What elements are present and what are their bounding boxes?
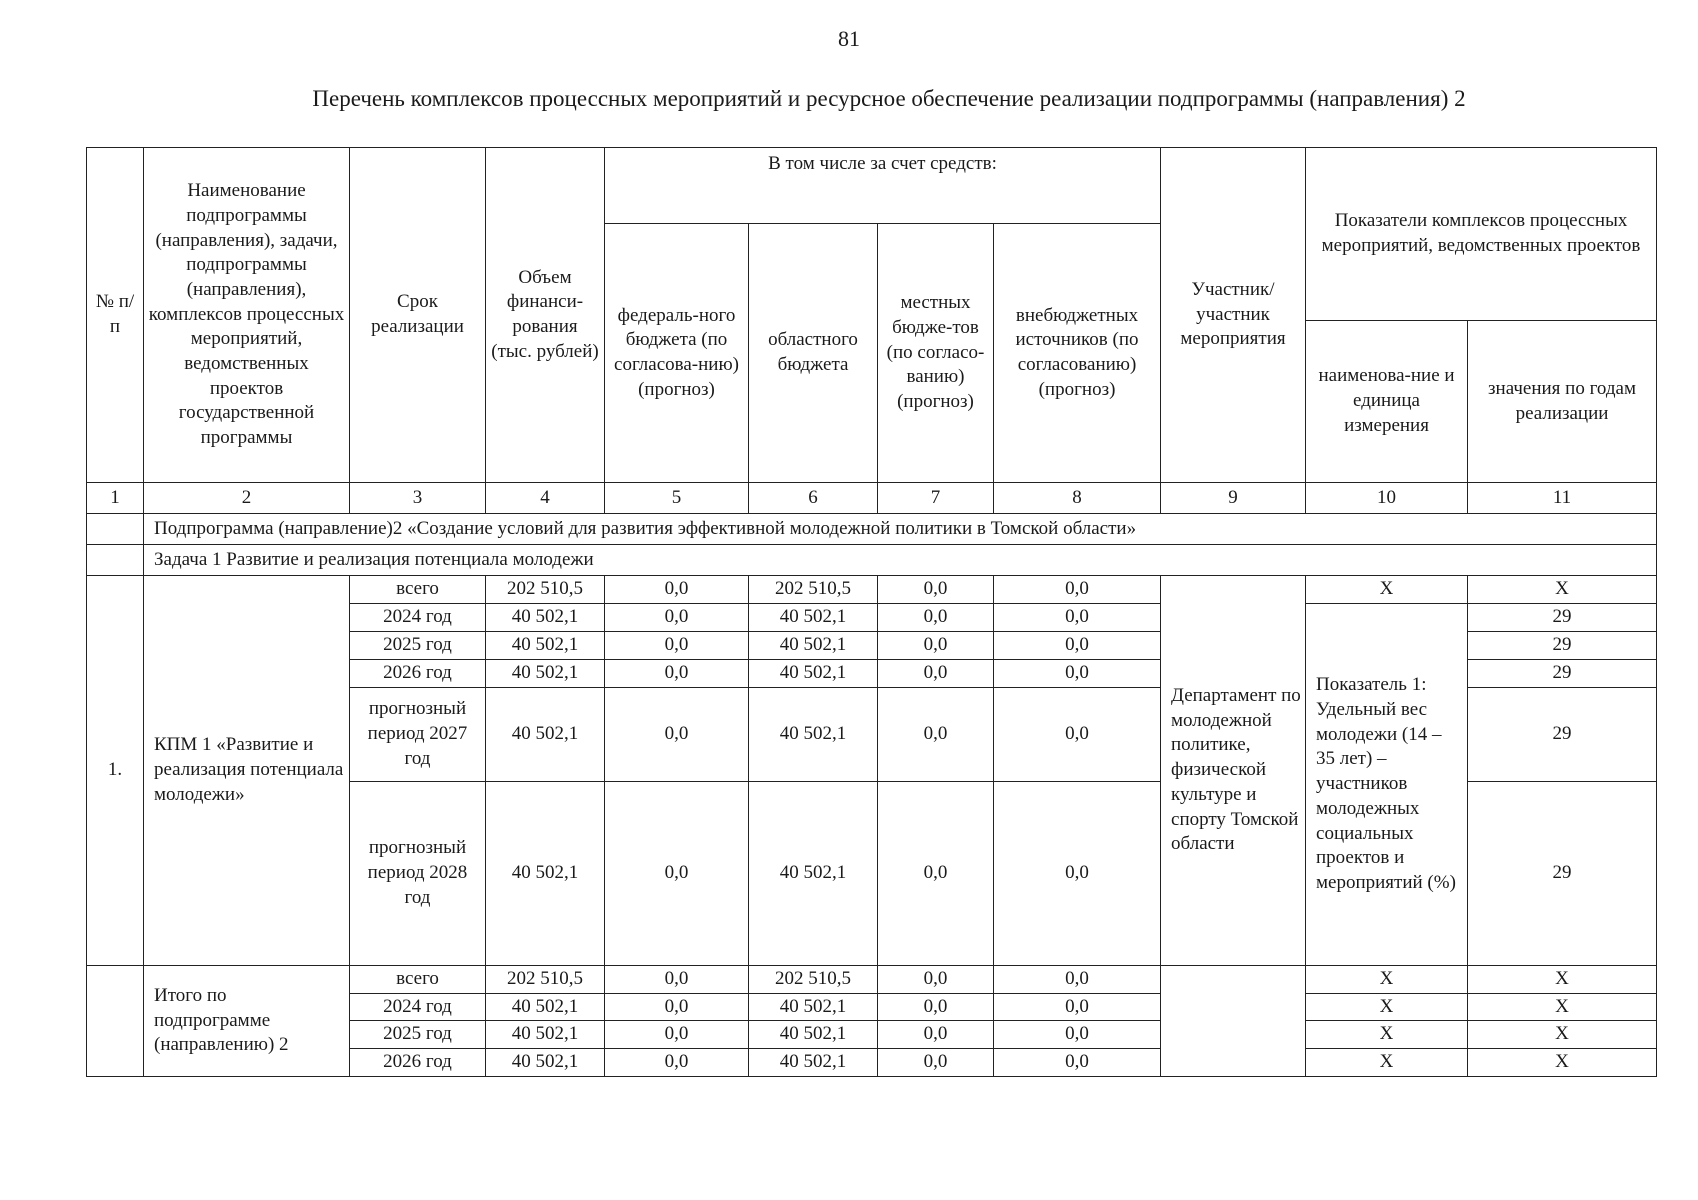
header-row xyxy=(87,148,1657,224)
period-cell: 2025 год xyxy=(350,1021,486,1049)
indicator-name-cell: X xyxy=(1306,993,1468,1021)
regional-cell: 40 502,1 xyxy=(749,632,878,660)
column-number: 7 xyxy=(878,483,994,514)
total-row xyxy=(87,966,1657,994)
regional-cell: 40 502,1 xyxy=(749,782,878,966)
header-federal: федераль-ного бюджета (по согласова-нию) (прогноз) xyxy=(605,224,749,483)
empty-cell xyxy=(87,545,144,576)
header-num: № п/п xyxy=(87,148,144,483)
local-cell: 0,0 xyxy=(878,1049,994,1077)
federal-cell: 0,0 xyxy=(605,632,749,660)
volume-cell: 40 502,1 xyxy=(486,782,605,966)
local-cell: 0,0 xyxy=(878,1021,994,1049)
extra-cell: 0,0 xyxy=(994,660,1161,688)
local-cell: 0,0 xyxy=(878,632,994,660)
page-number: 81 xyxy=(838,26,860,51)
indicator-value-cell: X xyxy=(1468,993,1657,1021)
local-cell: 0,0 xyxy=(878,993,994,1021)
column-numbers-row xyxy=(87,483,1657,514)
volume-cell: 40 502,1 xyxy=(486,993,605,1021)
header-extra: внебюджетных источников (по согласованию) (прогноз) xyxy=(994,224,1161,483)
regional-cell: 40 502,1 xyxy=(749,688,878,782)
regional-cell: 40 502,1 xyxy=(749,660,878,688)
program-table xyxy=(86,147,1657,1077)
table-row xyxy=(87,576,1657,604)
indicator-value-cell: 29 xyxy=(1468,782,1657,966)
task-title: Задача 1 Развитие и реализация потенциала молодежи xyxy=(144,545,1657,576)
federal-cell: 0,0 xyxy=(605,688,749,782)
extra-cell: 0,0 xyxy=(994,782,1161,966)
period-cell: 2026 год xyxy=(350,1049,486,1077)
period-cell: 2024 год xyxy=(350,993,486,1021)
column-number: 4 xyxy=(486,483,605,514)
task-row xyxy=(87,545,1657,576)
local-cell: 0,0 xyxy=(878,782,994,966)
empty-cell xyxy=(87,514,144,545)
extra-cell: 0,0 xyxy=(994,632,1161,660)
participant-cell: Департамент по молодежной политике, физической культуре и спорту Томской области xyxy=(1161,576,1306,966)
regional-cell: 40 502,1 xyxy=(749,993,878,1021)
indicator-value-cell: X xyxy=(1468,1021,1657,1049)
indicator-cell: Показатель 1: Удельный вес молодежи (14 – 35 лет) – участников молодежных социальных проектов и мероприятий (%) xyxy=(1306,604,1468,966)
local-cell: 0,0 xyxy=(878,660,994,688)
column-number: 1 xyxy=(87,483,144,514)
local-cell: 0,0 xyxy=(878,688,994,782)
header-name: Наименование подпрограммы (направления), задачи, подпрограммы (направления), комплексов процессных мероприятий, ведомственных проектов государственной программы xyxy=(144,148,350,483)
header-indicator-values: значения по годам реализации xyxy=(1468,321,1657,483)
volume-cell: 202 510,5 xyxy=(486,576,605,604)
column-number: 11 xyxy=(1468,483,1657,514)
kpm-number: 1. xyxy=(87,576,144,966)
federal-cell: 0,0 xyxy=(605,966,749,994)
regional-cell: 40 502,1 xyxy=(749,604,878,632)
local-cell: 0,0 xyxy=(878,604,994,632)
volume-cell: 40 502,1 xyxy=(486,604,605,632)
header-indicators-group: Показатели комплексов процессных мероприятий, ведомственных проектов xyxy=(1306,148,1657,321)
regional-cell: 202 510,5 xyxy=(749,966,878,994)
column-number: 8 xyxy=(994,483,1161,514)
indicator-value-cell: 29 xyxy=(1468,688,1657,782)
volume-cell: 40 502,1 xyxy=(486,688,605,782)
header-funds-group: В том числе за счет средств: xyxy=(605,148,1161,224)
period-cell: прогнозный период 2028 год xyxy=(350,782,486,966)
header-participant: Участник/ участник мероприятия xyxy=(1161,148,1306,483)
empty-cell xyxy=(87,966,144,1077)
regional-cell: 40 502,1 xyxy=(749,1021,878,1049)
indicator-name-cell: X xyxy=(1306,1021,1468,1049)
document-title: Перечень комплексов процессных мероприятий и ресурсное обеспечение реализации подпрограммы (направления) 2 xyxy=(312,86,1466,111)
regional-cell: 40 502,1 xyxy=(749,1049,878,1077)
kpm-name: КПМ 1 «Развитие и реализация потенциала молодежи» xyxy=(144,576,350,966)
federal-cell: 0,0 xyxy=(605,782,749,966)
extra-cell: 0,0 xyxy=(994,1049,1161,1077)
indicator-value-cell: 29 xyxy=(1468,660,1657,688)
local-cell: 0,0 xyxy=(878,966,994,994)
federal-cell: 0,0 xyxy=(605,1049,749,1077)
period-cell: 2024 год xyxy=(350,604,486,632)
period-cell: 2026 год xyxy=(350,660,486,688)
volume-cell: 40 502,1 xyxy=(486,660,605,688)
column-number: 9 xyxy=(1161,483,1306,514)
period-cell: 2025 год xyxy=(350,632,486,660)
period-cell: всего xyxy=(350,576,486,604)
header-indicator-name: наименова-ние и единица измерения xyxy=(1306,321,1468,483)
volume-cell: 40 502,1 xyxy=(486,632,605,660)
indicator-value-cell: 29 xyxy=(1468,604,1657,632)
total-name: Итого по подпрограмме (направлению) 2 xyxy=(144,966,350,1077)
federal-cell: 0,0 xyxy=(605,604,749,632)
period-cell: всего xyxy=(350,966,486,994)
extra-cell: 0,0 xyxy=(994,993,1161,1021)
subprogram-row xyxy=(87,514,1657,545)
regional-cell: 202 510,5 xyxy=(749,576,878,604)
extra-cell: 0,0 xyxy=(994,688,1161,782)
federal-cell: 0,0 xyxy=(605,576,749,604)
column-number: 10 xyxy=(1306,483,1468,514)
header-period: Срок реализации xyxy=(350,148,486,483)
indicator-name-cell: X xyxy=(1306,1049,1468,1077)
indicator-value-cell: 29 xyxy=(1468,632,1657,660)
column-number: 3 xyxy=(350,483,486,514)
local-cell: 0,0 xyxy=(878,576,994,604)
indicator-name-cell: X xyxy=(1306,576,1468,604)
volume-cell: 202 510,5 xyxy=(486,966,605,994)
federal-cell: 0,0 xyxy=(605,1021,749,1049)
header-regional: областного бюджета xyxy=(749,224,878,483)
indicator-value-cell: X xyxy=(1468,576,1657,604)
column-number: 6 xyxy=(749,483,878,514)
volume-cell: 40 502,1 xyxy=(486,1021,605,1049)
column-number: 2 xyxy=(144,483,350,514)
column-number: 5 xyxy=(605,483,749,514)
federal-cell: 0,0 xyxy=(605,660,749,688)
header-volume: Объем финанси-рования (тыс. рублей) xyxy=(486,148,605,483)
extra-cell: 0,0 xyxy=(994,576,1161,604)
empty-cell xyxy=(1161,966,1306,1077)
indicator-value-cell: X xyxy=(1468,966,1657,994)
extra-cell: 0,0 xyxy=(994,604,1161,632)
period-cell: прогнозный период 2027 год xyxy=(350,688,486,782)
extra-cell: 0,0 xyxy=(994,1021,1161,1049)
volume-cell: 40 502,1 xyxy=(486,1049,605,1077)
header-local: местных бюдже-тов (по согласо-ванию) (прогноз) xyxy=(878,224,994,483)
indicator-name-cell: X xyxy=(1306,966,1468,994)
subprogram-title: Подпрограмма (направление)2 «Создание условий для развития эффективной молодежной политики в Томской области» xyxy=(144,514,1657,545)
indicator-value-cell: X xyxy=(1468,1049,1657,1077)
federal-cell: 0,0 xyxy=(605,993,749,1021)
extra-cell: 0,0 xyxy=(994,966,1161,994)
